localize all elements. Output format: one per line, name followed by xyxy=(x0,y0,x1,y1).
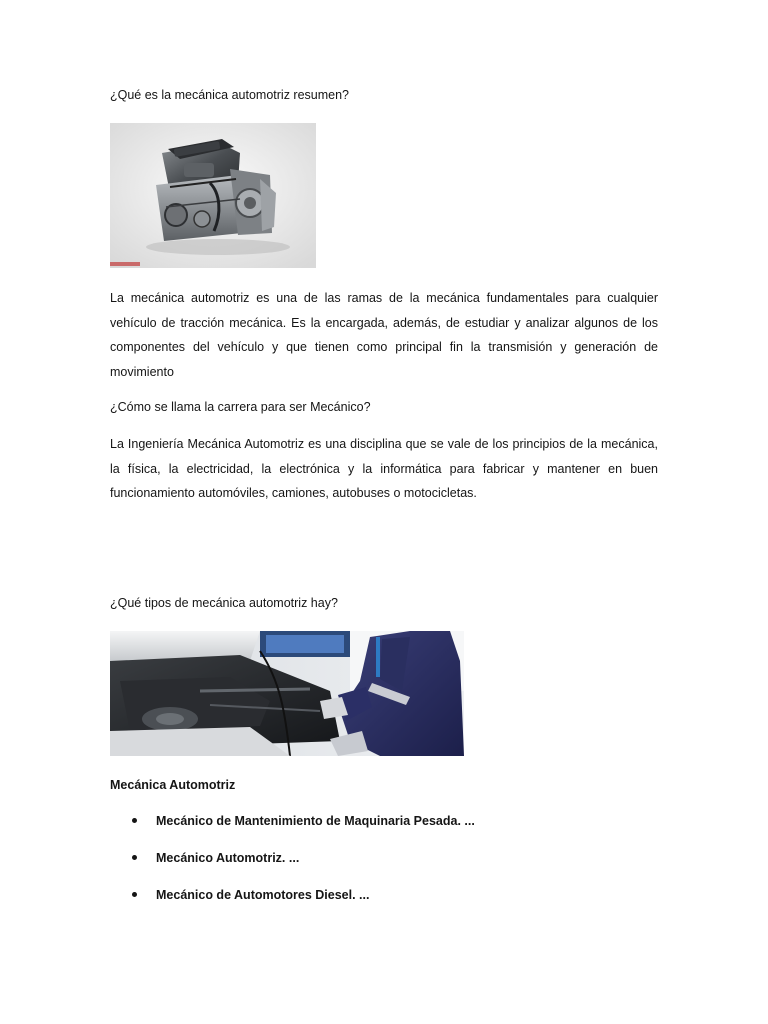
subheading-mecanica-automotriz: Mecánica Automotriz xyxy=(110,778,236,792)
question-3: ¿Qué tipos de mecánica automotriz hay? xyxy=(110,596,338,610)
question-2: ¿Cómo se llama la carrera para ser Mecánico? xyxy=(110,400,371,414)
list-item xyxy=(110,886,610,923)
list-item xyxy=(110,849,610,886)
list-item-label: Mecánico de Mantenimiento de Maquinaria Pesada. ... xyxy=(156,814,475,828)
list-item-label: Mecánico Automotriz. ... xyxy=(156,851,300,865)
bullet-icon xyxy=(132,892,137,897)
bullet-icon xyxy=(132,855,137,860)
types-list xyxy=(110,812,610,923)
paragraph-1: La mecánica automotriz es una de las ramas de la mecánica fundamentales para cualquier vehículo de tracción mecánica. Es la encargada, además, de estudiar y analizar algunos de los componentes del vehículo y que tienen como principal fin la transmisión y generación de movimiento xyxy=(110,291,658,379)
question-1: ¿Qué es la mecánica automotriz resumen? xyxy=(110,88,349,102)
bullet-icon xyxy=(132,818,137,823)
paragraph-2: La Ingeniería Mecánica Automotriz es una disciplina que se vale de los principios de la mecánica, la física, la electricidad, la electrónica y la informática para fabricar y mantener en buen funcionamiento automóviles, camiones, autobuses o motocicletas. xyxy=(110,437,658,500)
list-item-label: Mecánico de Automotores Diesel. ... xyxy=(156,888,370,902)
list-item xyxy=(110,812,610,849)
mechanic-image xyxy=(110,631,464,756)
engine-image xyxy=(110,123,316,268)
